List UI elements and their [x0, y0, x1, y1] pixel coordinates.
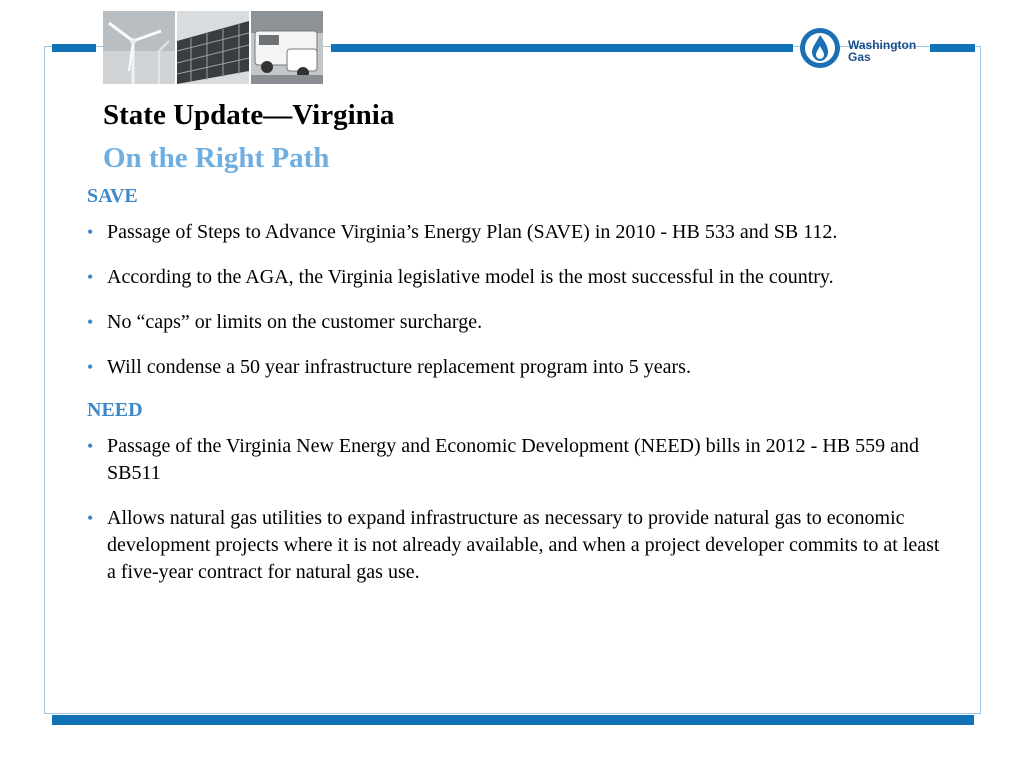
save-bullet-list: [87, 219, 947, 381]
list-item: [87, 433, 947, 487]
section-heading-need: NEED: [87, 399, 143, 421]
list-item: [87, 309, 947, 336]
bullet-text: Allows natural gas utilities to expand infrastructure as necessary to provide natural gas to economic development projects where it is not already available, and when a project developer commits to at least a five-year contract for natural gas use.: [107, 507, 940, 583]
need-bullet-list: [87, 433, 947, 586]
list-item: [87, 219, 947, 246]
bullet-icon: •: [87, 508, 94, 528]
save-section: [87, 183, 947, 381]
list-item: [87, 354, 947, 381]
logo-name-line1: Washington: [848, 37, 917, 52]
logo-name-line2: Gas: [848, 49, 871, 64]
bullet-text: According to the AGA, the Virginia legislative model is the most successful in the country.: [107, 266, 834, 288]
top-accent-bar-right: [930, 44, 975, 52]
bullet-icon: •: [87, 357, 94, 377]
bullet-text: Will condense a 50 year infrastructure replacement program into 5 years.: [107, 356, 691, 378]
header-photo-strip: [103, 11, 323, 84]
bullet-text: Passage of Steps to Advance Virginia’s Energy Plan (SAVE) in 2010 - HB 533 and SB 112.: [107, 221, 838, 243]
flame-icon: [798, 26, 842, 75]
list-item: [87, 505, 947, 586]
bottom-accent-bar: [52, 715, 974, 725]
slide-body: [87, 183, 947, 604]
section-heading-save: SAVE: [87, 185, 138, 207]
bullet-icon: •: [87, 222, 94, 242]
washington-gas-logo: [798, 26, 916, 75]
bullet-text: Passage of the Virginia New Energy and Economic Development (NEED) bills in 2012 - HB 559 and SB511: [107, 435, 919, 484]
list-item: [87, 264, 947, 291]
bullet-icon: •: [87, 267, 94, 287]
bullet-text: No “caps” or limits on the customer surcharge.: [107, 311, 483, 333]
bullet-icon: •: [87, 436, 94, 456]
slide-subtitle: On the Right Path: [103, 142, 330, 174]
top-accent-bar-left: [52, 44, 96, 52]
service-vehicle-photo: [251, 11, 323, 84]
solar-panel-photo: [177, 11, 249, 84]
top-accent-bar-middle: [331, 44, 793, 52]
bullet-icon: •: [87, 312, 94, 332]
slide-title: State Update—Virginia: [103, 99, 395, 131]
wind-turbine-photo: [103, 11, 175, 84]
need-section: [87, 397, 947, 586]
